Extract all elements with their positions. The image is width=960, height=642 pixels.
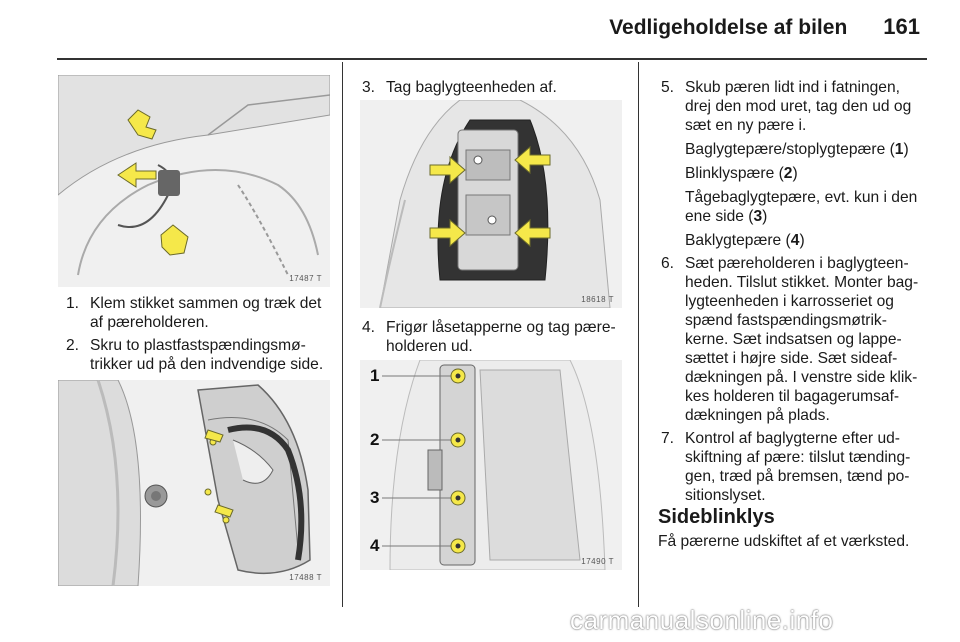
step-7: 7. Kontrol af baglygterne efter ud-skiftning af pære: tilslut tænding-gen, træd på bremsen, tænd po-sitionslyset.	[661, 430, 911, 504]
callout-2: 2	[370, 430, 380, 449]
figure-taillight-unit	[360, 100, 622, 308]
step-4: 4. Frigør låsetapperne og tag pære-holderen ud.	[362, 319, 616, 355]
step-2: 2. Skru to plastfastspændingsmø-trikker ud på den indvendige side.	[66, 337, 324, 373]
callout-4: 4	[370, 536, 380, 555]
callout-3: 3	[370, 488, 380, 507]
figure-code: 17488 T	[289, 573, 322, 582]
watermark: carmanualsonline.info	[570, 605, 834, 635]
figure-3-illustration	[360, 100, 622, 308]
step-5: 5. Skub pæren lidt ind i fatningen, drej den mod uret, tag den ud og sæt en ny pære i.	[661, 79, 912, 134]
step-3: 3. Tag baglygteenheden af.	[362, 79, 557, 96]
bulb-list-item: Baklygtepære (4)	[685, 232, 805, 249]
figure-1-illustration	[58, 75, 330, 287]
column-1-steps	[66, 294, 336, 378]
figure-code: 18618 T	[581, 295, 614, 304]
figure-inner-side-nuts	[58, 380, 330, 586]
figure-code: 17490 T	[581, 557, 614, 566]
figure-2-illustration	[58, 380, 330, 586]
callout-1: 1	[370, 366, 380, 385]
column-divider-1	[342, 62, 343, 607]
column-2-step-3	[362, 78, 624, 101]
figure-code: 17487 T	[289, 274, 322, 283]
figure-trunk-connector	[58, 75, 330, 287]
section-heading: Sideblinklys	[658, 506, 775, 528]
column-3-steps	[661, 78, 927, 509]
header-rule	[57, 58, 927, 60]
page-title: Vedligeholdelse af bilen	[609, 16, 848, 39]
step-6: 6. Sæt pæreholderen i baglygteen-heden. Tilslut stikket. Monter bag-lygteenheden i karrosseriet og spænd fastspændingsmøtrik-kerne. Sæt indsatsen og lappe-sættet i højre side. Sæt sideaf-dækningen på. I venstre side klik-kes holderen til bagagerumsaf-dækningen på plads.	[661, 255, 919, 424]
page-header	[609, 14, 920, 40]
figure-bulb-holder	[360, 360, 622, 570]
column-divider-2	[638, 62, 639, 607]
figure-4-illustration	[360, 360, 622, 570]
page-number: 161	[883, 14, 920, 39]
step-1: 1. Klem stikket sammen og træk det af pæreholderen.	[66, 295, 322, 331]
bulb-list-item: Blinklyspære (2)	[685, 165, 798, 182]
column-2-step-4	[362, 318, 624, 360]
section-paragraph: Få pærerne udskiftet af et værksted.	[658, 533, 910, 550]
bulb-list-item: Baglygtepære/stoplygtepære (1)	[685, 141, 909, 158]
bulb-list-item: Tågebaglygtepære, evt. kun i den ene side (3)	[685, 189, 918, 225]
